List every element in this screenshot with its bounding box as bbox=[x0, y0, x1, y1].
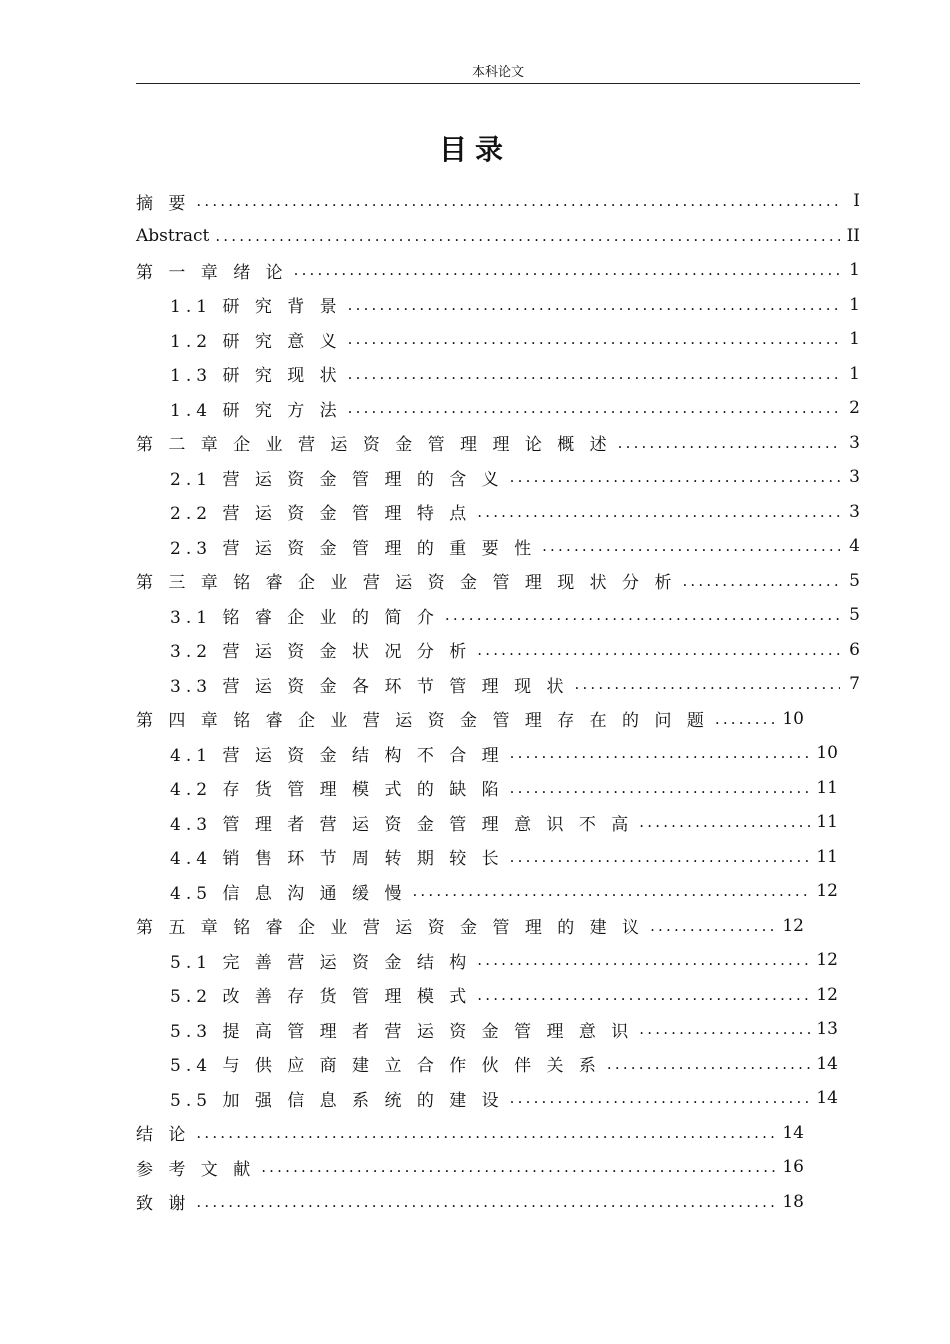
toc-entry-label: 5.2 改 善 存 货 管 理 模 式 bbox=[170, 987, 472, 1008]
toc-entry[interactable] bbox=[136, 253, 860, 288]
toc-entry-page: 3 bbox=[849, 501, 860, 522]
toc-entry-page: 13 bbox=[816, 1019, 838, 1040]
toc-entry[interactable] bbox=[136, 909, 804, 944]
toc-entry-label: 2.1 营 运 资 金 管 理 的 含 义 bbox=[170, 469, 504, 490]
toc-entry-label: 1.1 研 究 背 景 bbox=[170, 297, 342, 318]
toc-leader-dots bbox=[196, 191, 840, 211]
toc-entry-page: 12 bbox=[816, 881, 838, 902]
toc-leader-dots bbox=[294, 260, 840, 280]
toc-entry-page: 11 bbox=[816, 777, 838, 798]
toc-entry[interactable] bbox=[136, 805, 838, 840]
toc-leader-dots bbox=[348, 364, 840, 384]
toc-entry-label: 1.4 研 究 方 法 bbox=[170, 400, 342, 421]
toc-entry-label: 2.2 营 运 资 金 管 理 特 点 bbox=[170, 504, 472, 525]
toc-entry[interactable] bbox=[136, 1185, 804, 1220]
toc-entry-page: 10 bbox=[782, 708, 804, 729]
toc-entry-page: 5 bbox=[849, 605, 860, 626]
toc-leader-dots bbox=[510, 1088, 811, 1108]
toc-leader-dots bbox=[215, 226, 840, 246]
toc-entry-label: 参 考 文 献 bbox=[136, 1159, 256, 1180]
toc-entry[interactable] bbox=[136, 633, 860, 668]
toc-entry-label: 3.3 营 运 资 金 各 环 节 管 理 现 状 bbox=[170, 676, 569, 697]
toc-entry[interactable] bbox=[136, 1047, 838, 1082]
toc-entry[interactable] bbox=[136, 288, 860, 323]
toc-leader-dots bbox=[618, 433, 840, 453]
toc-entry[interactable] bbox=[136, 943, 838, 978]
toc-entry[interactable] bbox=[136, 1116, 804, 1151]
toc-entry-page: I bbox=[853, 191, 860, 212]
toc-leader-dots bbox=[682, 571, 840, 591]
toc-leader-dots bbox=[348, 295, 840, 315]
toc-entry-page: 1 bbox=[849, 260, 860, 281]
toc-entry-label: 4.4 销 售 环 节 周 转 期 较 长 bbox=[170, 849, 504, 870]
toc-leader-dots bbox=[412, 881, 810, 901]
toc-leader-dots bbox=[477, 950, 810, 970]
toc-entry[interactable] bbox=[136, 564, 860, 599]
toc-entry[interactable] bbox=[136, 978, 838, 1013]
toc-entry-page: 2 bbox=[849, 398, 860, 419]
header-rule bbox=[136, 83, 860, 84]
toc-leader-dots bbox=[348, 329, 840, 349]
toc-entry-label: 第 五 章 铭 睿 企 业 营 运 资 金 管 理 的 建 议 bbox=[136, 918, 645, 939]
toc-entry[interactable] bbox=[136, 460, 860, 495]
toc-entry-page: 3 bbox=[849, 467, 860, 488]
toc-leader-dots bbox=[639, 1019, 810, 1039]
page-header: 本科论文 bbox=[471, 65, 524, 80]
toc-entry[interactable] bbox=[136, 874, 838, 909]
toc-leader-dots bbox=[650, 916, 776, 936]
toc-entry[interactable] bbox=[136, 667, 860, 702]
toc-entry-label: 1.2 研 究 意 义 bbox=[170, 331, 342, 352]
toc-entry-label: 5.1 完 善 营 运 资 金 结 构 bbox=[170, 952, 472, 973]
toc-entry[interactable] bbox=[136, 495, 860, 530]
toc-leader-dots bbox=[510, 847, 811, 867]
toc-entry[interactable] bbox=[136, 426, 860, 461]
toc-entry[interactable] bbox=[136, 219, 860, 254]
toc-leader-dots bbox=[639, 812, 810, 832]
toc-entry-page: 1 bbox=[849, 294, 860, 315]
toc-entry-label: 3.1 铭 睿 企 业 的 简 介 bbox=[170, 607, 439, 628]
toc-entry-page: 1 bbox=[849, 329, 860, 350]
toc-entry[interactable] bbox=[136, 771, 838, 806]
toc-leader-dots bbox=[542, 536, 840, 556]
toc-entry-page: 12 bbox=[816, 984, 838, 1005]
toc-leader-dots bbox=[445, 605, 840, 625]
toc-leader-dots bbox=[574, 674, 840, 694]
toc-entry[interactable] bbox=[136, 184, 860, 219]
toc-entry[interactable] bbox=[136, 598, 860, 633]
toc-leader-dots bbox=[510, 467, 840, 487]
toc-leader-dots bbox=[607, 1054, 810, 1074]
toc-entry-page: 11 bbox=[816, 812, 838, 833]
toc-entry[interactable] bbox=[136, 736, 838, 771]
toc-leader-dots bbox=[477, 640, 840, 660]
toc-entry-label: 第 二 章 企 业 营 运 资 金 管 理 理 论 概 述 bbox=[136, 435, 612, 456]
toc-entry-page: 14 bbox=[816, 1088, 838, 1109]
toc-entry-page: 12 bbox=[816, 950, 838, 971]
toc-leader-dots bbox=[715, 709, 776, 729]
toc-entry-page: 4 bbox=[849, 536, 860, 557]
page-title: 目录 bbox=[438, 133, 511, 166]
toc-entry-label: 5.4 与 供 应 商 建 立 合 作 伙 伴 关 系 bbox=[170, 1056, 601, 1077]
toc-entry[interactable] bbox=[136, 1012, 838, 1047]
toc-entry-label: 结 论 bbox=[136, 1125, 191, 1146]
toc-entry-label: 4.1 营 运 资 金 结 构 不 合 理 bbox=[170, 745, 504, 766]
toc-leader-dots bbox=[477, 985, 810, 1005]
toc-entry-label: 5.3 提 高 管 理 者 营 运 资 金 管 理 意 识 bbox=[170, 1021, 634, 1042]
toc-entry-label: 摘 要 bbox=[136, 193, 191, 214]
toc-entry[interactable] bbox=[136, 1081, 838, 1116]
toc-entry[interactable] bbox=[136, 840, 838, 875]
toc-leader-dots bbox=[348, 398, 840, 418]
toc-entry[interactable] bbox=[136, 1150, 804, 1185]
toc-entry-label: 1.3 研 究 现 状 bbox=[170, 366, 342, 387]
toc-entry-page: 16 bbox=[782, 1157, 804, 1178]
toc-entry-page: 11 bbox=[816, 846, 838, 867]
toc-entry-page: II bbox=[846, 225, 860, 246]
toc-entry-page: 6 bbox=[849, 639, 860, 660]
toc-entry-page: 10 bbox=[816, 743, 838, 764]
toc-entry[interactable] bbox=[136, 357, 860, 392]
toc-entry-label: 第 四 章 铭 睿 企 业 营 运 资 金 管 理 存 在 的 问 题 bbox=[136, 711, 709, 732]
toc-entry-page: 1 bbox=[849, 363, 860, 384]
table-of-contents bbox=[136, 184, 860, 1219]
toc-entry-page: 18 bbox=[782, 1191, 804, 1212]
toc-entry-label: 第 三 章 铭 睿 企 业 营 运 资 金 管 理 现 状 分 析 bbox=[136, 573, 677, 594]
toc-leader-dots bbox=[196, 1192, 776, 1212]
toc-leader-dots bbox=[196, 1123, 776, 1143]
toc-entry[interactable] bbox=[136, 391, 860, 426]
toc-entry-label: 3.2 营 运 资 金 状 况 分 析 bbox=[170, 642, 472, 663]
toc-entry-label: 5.5 加 强 信 息 系 统 的 建 设 bbox=[170, 1090, 504, 1111]
toc-leader-dots bbox=[510, 778, 811, 798]
toc-entry-label: 致 谢 bbox=[136, 1194, 191, 1215]
toc-entry-label: 2.3 营 运 资 金 管 理 的 重 要 性 bbox=[170, 538, 537, 559]
toc-entry[interactable] bbox=[136, 702, 804, 737]
toc-entry-page: 3 bbox=[849, 432, 860, 453]
toc-entry-page: 5 bbox=[849, 570, 860, 591]
toc-entry-page: 12 bbox=[782, 915, 804, 936]
toc-entry[interactable] bbox=[136, 322, 860, 357]
toc-entry-label: 4.2 存 货 管 理 模 式 的 缺 陷 bbox=[170, 780, 504, 801]
toc-leader-dots bbox=[477, 502, 840, 522]
toc-entry[interactable] bbox=[136, 529, 860, 564]
toc-entry-label: Abstract bbox=[136, 225, 210, 246]
toc-entry-page: 14 bbox=[816, 1053, 838, 1074]
toc-entry-page: 7 bbox=[849, 674, 860, 695]
toc-leader-dots bbox=[510, 743, 811, 763]
toc-entry-label: 4.5 信 息 沟 通 缓 慢 bbox=[170, 883, 407, 904]
toc-leader-dots bbox=[261, 1157, 776, 1177]
toc-entry-label: 4.3 管 理 者 营 运 资 金 管 理 意 识 不 高 bbox=[170, 814, 634, 835]
toc-entry-page: 14 bbox=[782, 1122, 804, 1143]
toc-entry-label: 第 一 章 绪 论 bbox=[136, 262, 288, 283]
